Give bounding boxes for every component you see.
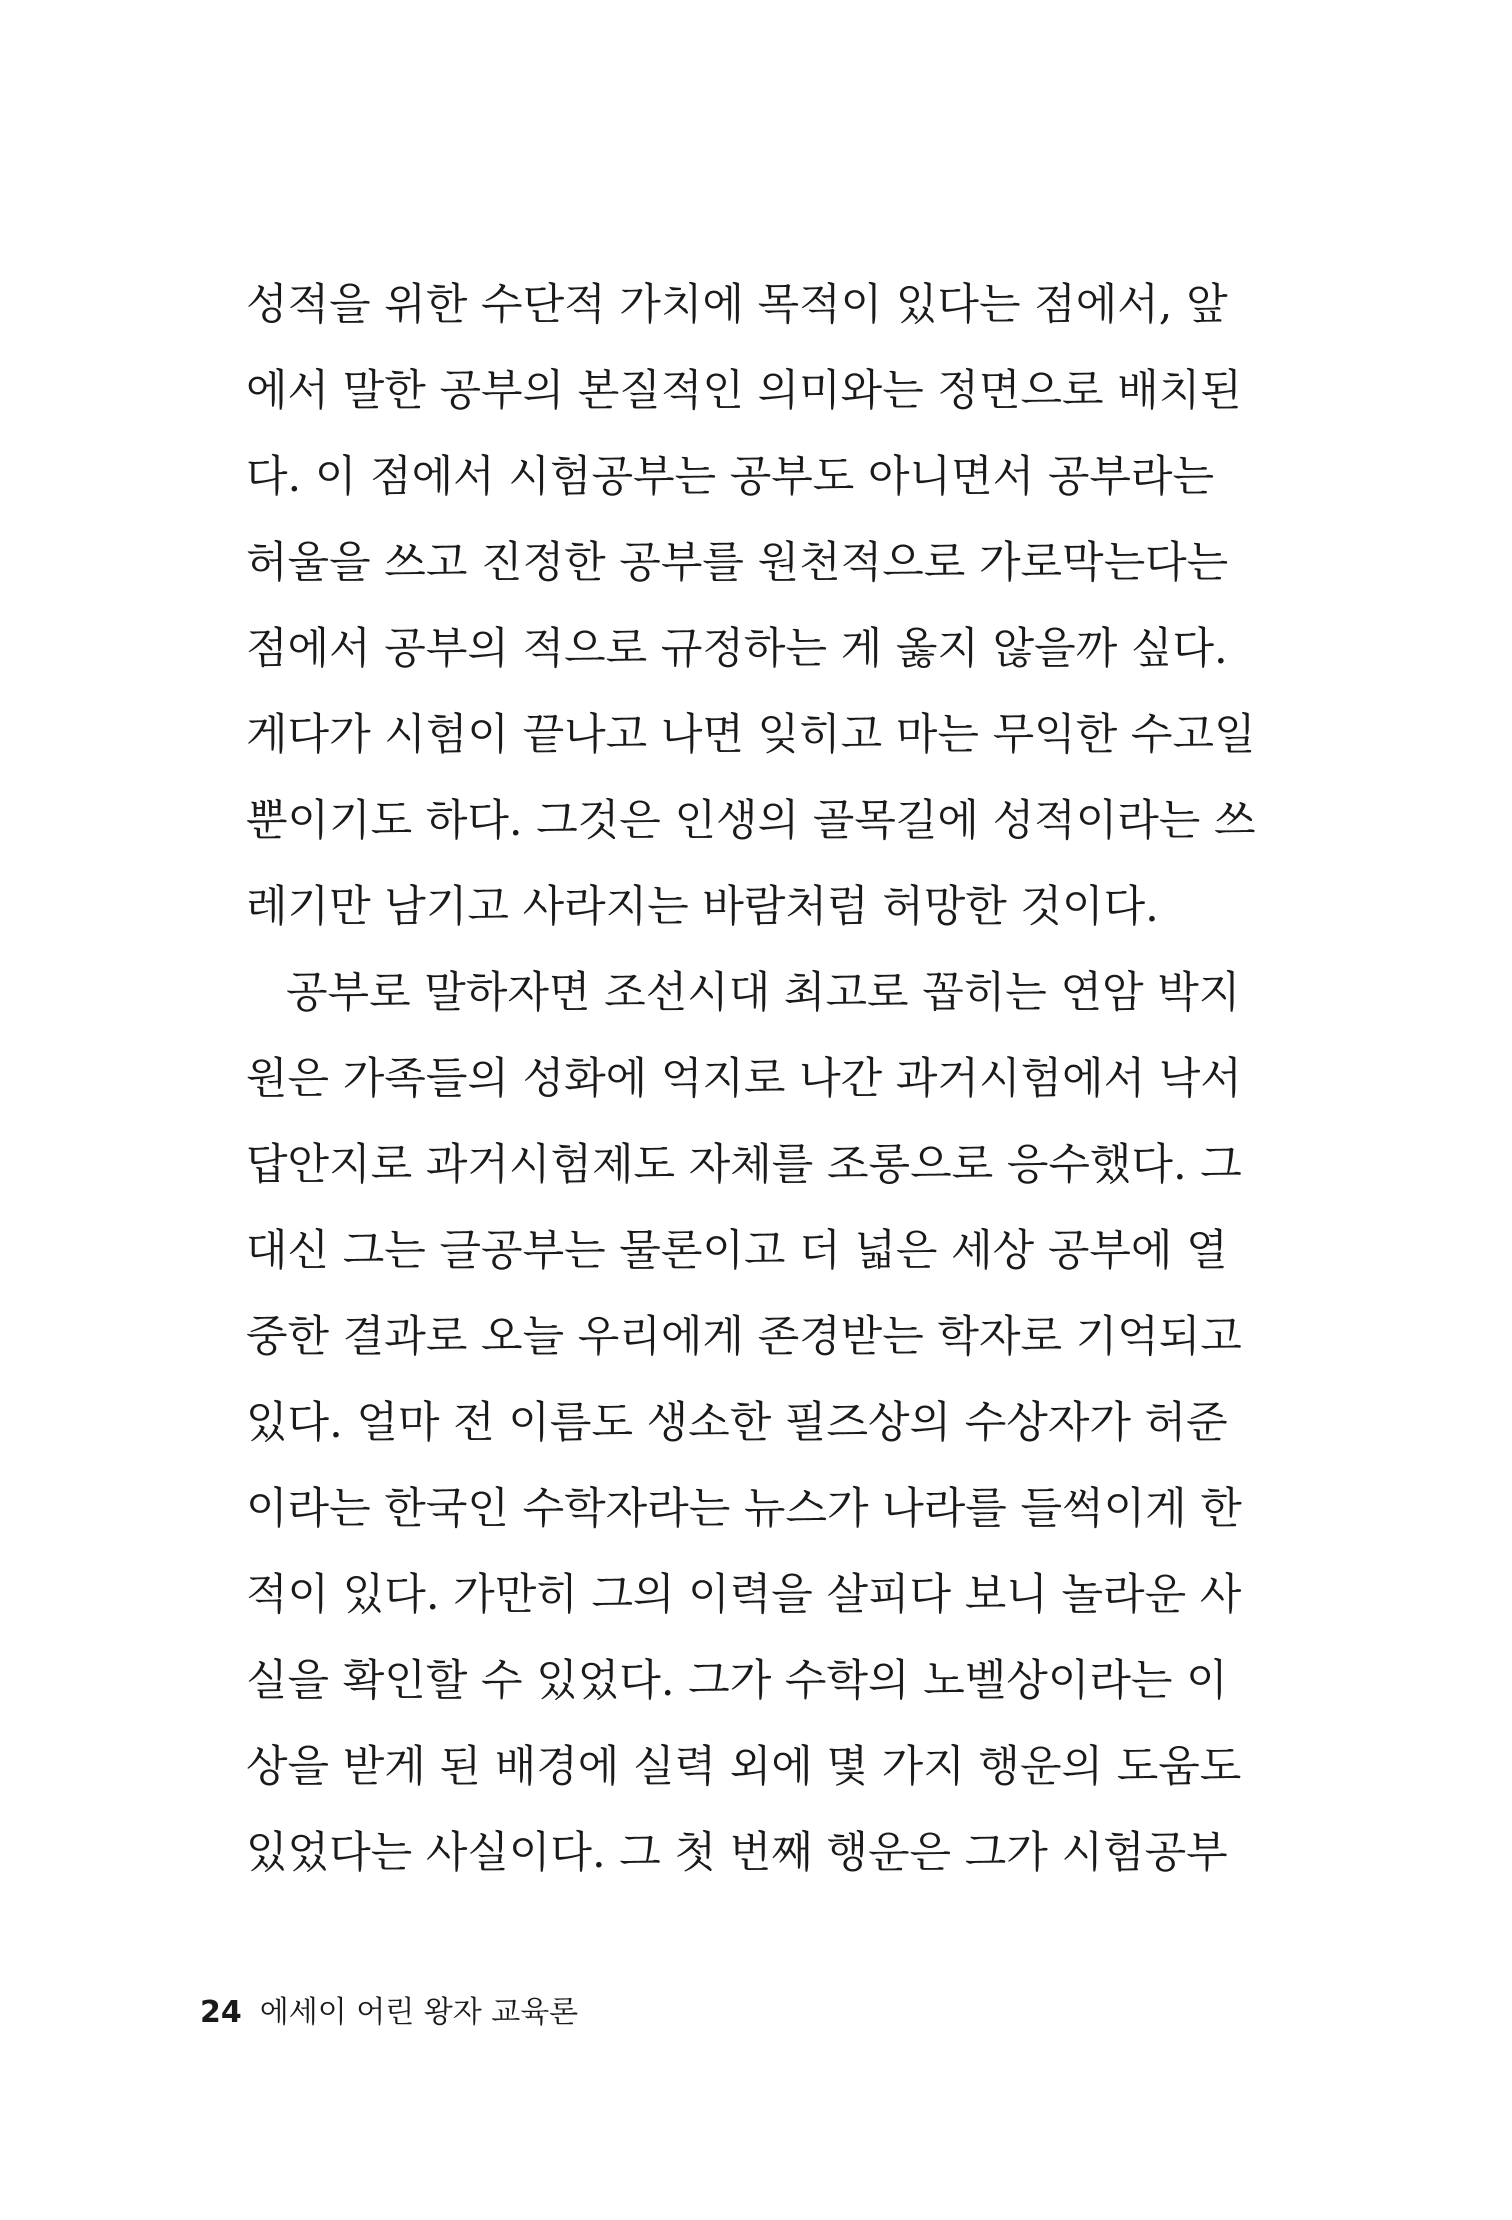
text-line: 게다가 시험이 끝나고 나면 잊히고 마는 무익한 수고일 — [246, 710, 1256, 760]
text-line: 레기만 남기고 사라지는 바람처럼 허망한 것이다. — [246, 882, 1159, 932]
text-line: 공부로 말하자면 조선시대 최고로 꼽히는 연암 박지 — [286, 968, 1241, 1018]
text-line: 대신 그는 글공부는 물론이고 더 넓은 세상 공부에 열 — [246, 1226, 1228, 1276]
text-line: 중한 결과로 오늘 우리에게 존경받는 학자로 기억되고 — [246, 1312, 1242, 1362]
page-number: 24 — [200, 1995, 242, 2030]
text-line: 원은 가족들의 성화에 억지로 나간 과거시험에서 낙서 — [246, 1054, 1242, 1104]
body-text — [246, 262, 1256, 1896]
text-line: 점에서 공부의 적으로 규정하는 게 옳지 않을까 싶다. — [246, 624, 1228, 674]
text-line: 다. 이 점에서 시험공부는 공부도 아니면서 공부라는 — [246, 452, 1214, 502]
running-title: 에세이 어린 왕자 교육론 — [259, 1995, 579, 2030]
text-line: 에서 말한 공부의 본질적인 의미와는 정면으로 배치된 — [246, 366, 1242, 416]
page-footer — [200, 1988, 578, 2038]
text-line: 성적을 위한 수단적 가치에 목적이 있다는 점에서, 앞 — [246, 280, 1228, 330]
text-line: 상을 받게 된 배경에 실력 외에 몇 가지 행운의 도움도 — [246, 1742, 1242, 1792]
text-line: 있었다는 사실이다. 그 첫 번째 행운은 그가 시험공부 — [246, 1828, 1228, 1878]
text-line: 허울을 쓰고 진정한 공부를 원천적으로 가로막는다는 — [246, 538, 1229, 588]
text-line: 답안지로 과거시험제도 자체를 조롱으로 응수했다. 그 — [246, 1140, 1242, 1190]
text-line: 적이 있다. 가만히 그의 이력을 살피다 보니 놀라운 사 — [246, 1570, 1242, 1620]
text-line: 실을 확인할 수 있었다. 그가 수학의 노벨상이라는 이 — [246, 1656, 1228, 1706]
text-line: 이라는 한국인 수학자라는 뉴스가 나라를 들썩이게 한 — [246, 1484, 1242, 1534]
text-line: 있다. 얼마 전 이름도 생소한 필즈상의 수상자가 허준 — [246, 1398, 1228, 1448]
text-line: 뿐이기도 하다. 그것은 인생의 골목길에 성적이라는 쓰 — [246, 796, 1256, 846]
